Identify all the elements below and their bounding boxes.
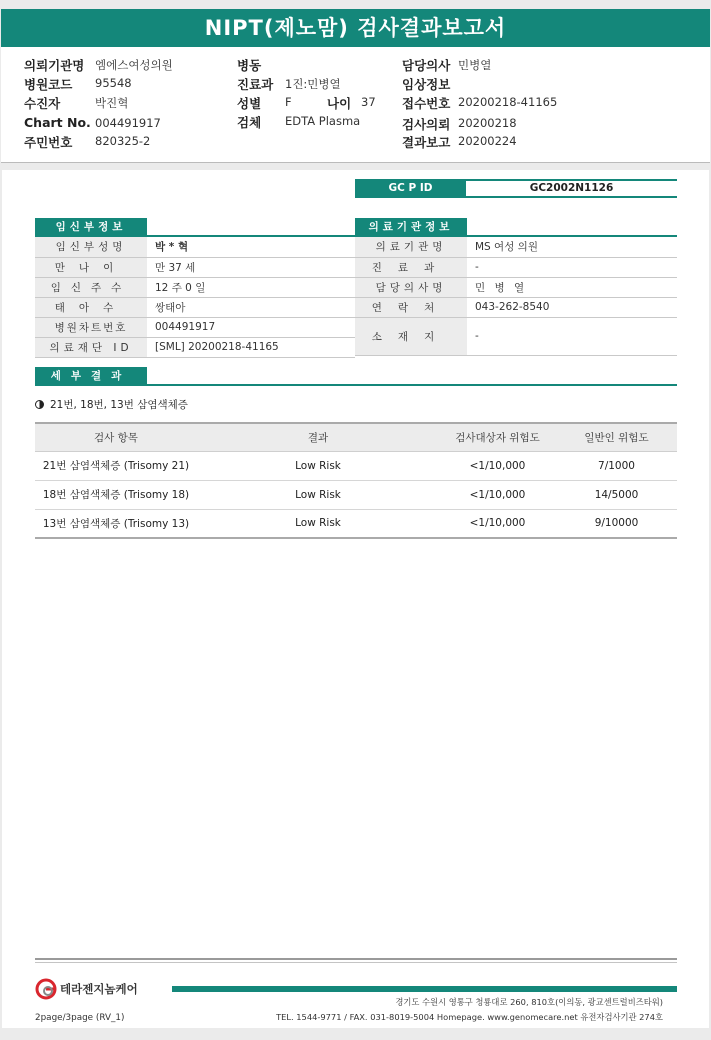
table-cell: Low Risk [197, 451, 439, 480]
header-label: 성별 [237, 96, 262, 111]
table-row [35, 337, 355, 357]
header-value: 37 [361, 95, 376, 109]
field-value: 쌍태아 [147, 297, 355, 317]
field-value: - [467, 257, 677, 277]
header-value: 20200218 [458, 116, 517, 130]
field-label: 의료기관명 [355, 237, 467, 257]
table-row [35, 509, 677, 538]
field-label: 병원차트번호 [35, 317, 147, 337]
column-header: 검사 항목 [35, 423, 197, 451]
table-cell: 13번 삼염색체증 (Trisomy 13) [35, 509, 197, 538]
detail-note-text: 21번, 18번, 13번 삼염색체증 [50, 399, 188, 411]
table-cell: 7/1000 [556, 451, 677, 480]
table-cell: Low Risk [197, 509, 439, 538]
field-value: MS 여성 의원 [467, 237, 677, 257]
footer-divider [35, 962, 677, 963]
table-row [355, 257, 677, 277]
header-label: 나이 [327, 96, 352, 111]
gcpid-value: GC2002N1126 [466, 179, 677, 198]
field-value: 만 37 세 [147, 257, 355, 277]
field-label: 의료재단 ID [35, 337, 147, 357]
field-value: 004491917 [147, 317, 355, 337]
header-label: 진료과 [237, 77, 274, 92]
field-label: 소재지 [355, 317, 467, 355]
table-row [35, 277, 355, 297]
company-logo [35, 978, 138, 1000]
header-label: 임상정보 [402, 77, 451, 92]
report-header-info [1, 47, 710, 163]
table-row [35, 237, 355, 257]
header-label: 담당의사 [402, 58, 451, 73]
header-value: 박진혁 [95, 96, 129, 110]
column-header: 일반인 위험도 [556, 423, 677, 451]
header-label: 접수번호 [402, 96, 451, 111]
page-number: 2page/3page (RV_1) [35, 1013, 125, 1023]
field-label: 임신주수 [35, 277, 147, 297]
table-cell: Low Risk [197, 480, 439, 509]
header-value: 1진:민병열 [285, 77, 341, 91]
header-label: 의뢰기관명 [24, 58, 85, 73]
table-cell: <1/10,000 [439, 480, 556, 509]
field-value: 12 주 0 일 [147, 277, 355, 297]
tab-clinic-info: 의료기관정보 [355, 218, 467, 236]
table-row [355, 277, 677, 297]
header-value: EDTA Plasma [285, 114, 361, 128]
header-label: Chart No. [24, 115, 91, 130]
result-table [35, 422, 677, 539]
section-divider [35, 384, 677, 386]
table-row [35, 451, 677, 480]
field-label: 진료과 [355, 257, 467, 277]
column-header: 결과 [197, 423, 439, 451]
clinic-info-table [355, 237, 677, 356]
tab-detail-results: 세부결과 [35, 367, 147, 385]
table-row [35, 317, 355, 337]
field-value: 043-262-8540 [467, 297, 677, 317]
header-label: 결과보고 [402, 135, 451, 150]
header-value: 20200224 [458, 134, 517, 148]
header-label: 수진자 [24, 96, 61, 111]
header-value: 엠에스여성의원 [95, 58, 173, 72]
table-row [355, 317, 677, 355]
report-title: NIPT(제노맘) 검사결과보고서 [1, 9, 710, 47]
logo-text: 테라젠지놈케어 [60, 982, 138, 996]
pregnant-info-table [35, 237, 355, 358]
table-row [355, 297, 677, 317]
detail-note [35, 397, 188, 412]
header-value: F [285, 95, 292, 109]
table-row [35, 297, 355, 317]
table-cell: 21번 삼염색체증 (Trisomy 21) [35, 451, 197, 480]
column-header: 검사대상자 위험도 [439, 423, 556, 451]
field-value: [SML] 20200218-41165 [147, 337, 355, 357]
table-cell: 18번 삼염색체증 (Trisomy 18) [35, 480, 197, 509]
field-value: 민 병 열 [467, 277, 677, 297]
header-value: 820325-2 [95, 134, 151, 148]
table-cell: 14/5000 [556, 480, 677, 509]
field-label: 만나이 [35, 257, 147, 277]
table-cell: 9/10000 [556, 509, 677, 538]
header-label: 검체 [237, 115, 262, 130]
patient-name: 박 * 혁 [147, 237, 355, 257]
field-label: 연락처 [355, 297, 467, 317]
table-row [35, 480, 677, 509]
company-address: 경기도 수원시 영통구 청룡대로 260, 810호(이의동, 광교센트럴비즈타워) [395, 997, 663, 1007]
table-header-row [35, 423, 677, 451]
header-label: 병원코드 [24, 77, 73, 92]
table-row [355, 237, 677, 257]
half-circle-icon [35, 400, 44, 409]
footer-accent-bar [172, 986, 677, 992]
gcpid-label: GC P ID [355, 179, 466, 198]
header-value: 민병열 [458, 58, 492, 72]
field-value: - [467, 317, 677, 355]
table-cell: <1/10,000 [439, 509, 556, 538]
tab-pregnant-info: 임신부정보 [35, 218, 147, 236]
footer-divider [35, 958, 677, 960]
header-value: 95548 [95, 76, 132, 90]
field-label: 담당의사명 [355, 277, 467, 297]
header-value: 004491917 [95, 116, 161, 130]
table-row [35, 257, 355, 277]
header-label: 검사의뢰 [402, 117, 451, 132]
field-label: 임신부성명 [35, 237, 147, 257]
header-label: 병동 [237, 58, 262, 73]
company-contact: TEL. 1544-9771 / FAX. 031-8019-5004 Homepage. www.genomecare.net 유전자검사기관 274호 [276, 1012, 663, 1022]
field-label: 태아수 [35, 297, 147, 317]
header-label: 주민번호 [24, 135, 73, 150]
header-value: 20200218-41165 [458, 95, 558, 109]
logo-mark-icon [35, 978, 57, 1000]
table-cell: <1/10,000 [439, 451, 556, 480]
